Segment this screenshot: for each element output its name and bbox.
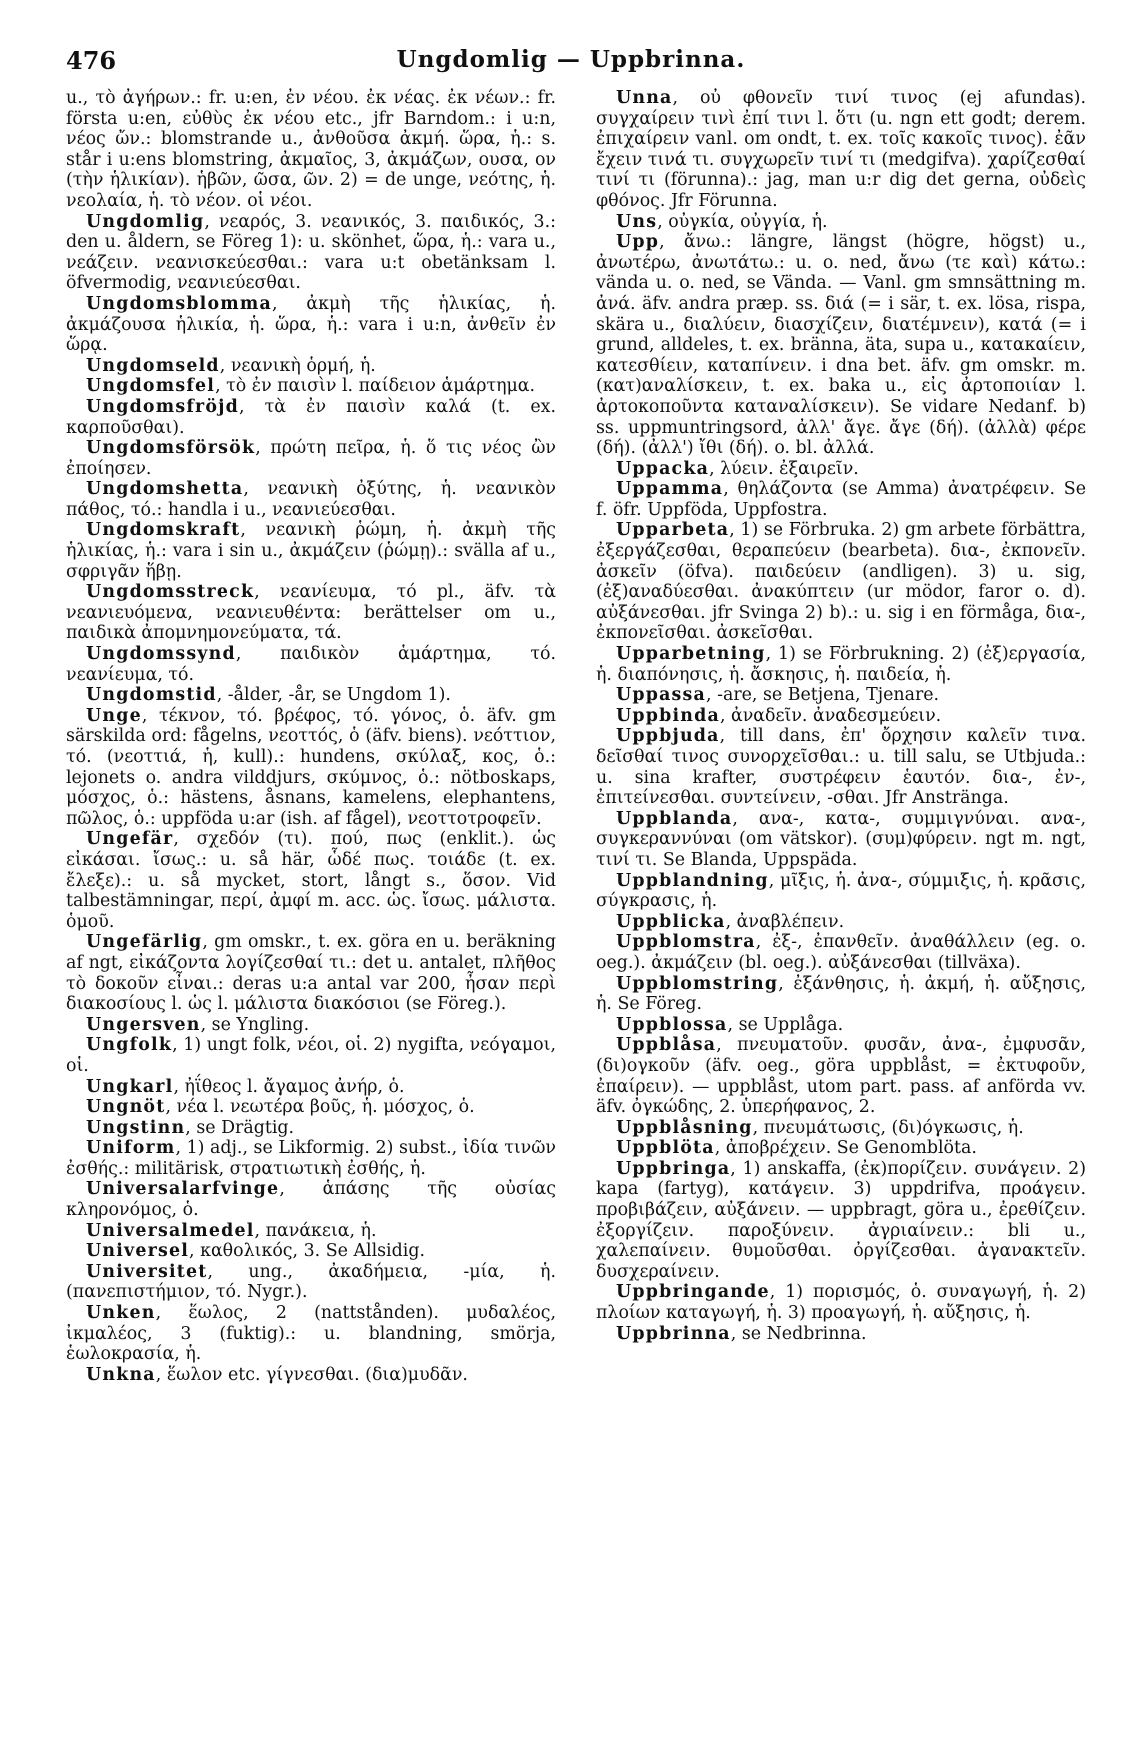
entry-headword: Ungnöt — [86, 1097, 166, 1118]
entry-headword: Ungdomlig — [86, 211, 205, 232]
dictionary-entry — [596, 912, 1086, 933]
dictionary-entry — [596, 459, 1086, 480]
entry-definition: , πνευμάτωσις, (δι)όγκωσις, ἡ. — [752, 1117, 1024, 1138]
entry-definition: , θηλάζοντα (se Amma) ἀνατρέφειν. Se f. öfr. Uppföda, Uppfostra. — [596, 479, 1086, 520]
entry-headword: Universalmedel — [86, 1220, 255, 1241]
dictionary-entry — [596, 644, 1086, 685]
entry-headword: Ungdomseld — [86, 355, 220, 376]
entry-definition: , νεανικὴ ὁρμή, ἡ. — [219, 355, 376, 376]
entry-headword: Upparbetning — [616, 644, 766, 665]
dictionary-entry — [596, 685, 1086, 706]
entry-definition: , till dans, ἐπ' ὄρχησιν καλεῖν τινα. δεῖσθαί τινος συνορχεῖσθαι.: u. till salu, se Utbjuda.: u. sina krafter, συστρέφειν ἑαυτόν. δια-, ἐν-, ἐπιτείνεσθαι. συντείνειν, -σθαι. Jfr Anstränga. — [596, 726, 1086, 809]
dictionary-entry — [596, 809, 1086, 871]
dictionary-entry — [66, 1241, 556, 1262]
entry-definition: , νεανίευμα, τό pl., äfv. τὰ νεανιευόμενα, νεανιευθέντα: berättelser om u., παιδικὰ ἀπομνημονεύματα, τά. — [66, 582, 556, 644]
entry-headword: Uppbrinna — [616, 1323, 731, 1344]
dictionary-entry — [596, 1159, 1086, 1283]
dictionary-entry — [596, 726, 1086, 808]
entry-headword: Ungfolk — [86, 1035, 173, 1056]
entry-definition: , πανάκεια, ἡ. — [254, 1220, 377, 1241]
dictionary-entry — [596, 974, 1086, 1015]
entry-definition: , ἠΐθεος l. ἄγαμος ἀνήρ, ὁ. — [173, 1076, 405, 1097]
entry-headword: Uppblossa — [616, 1014, 728, 1035]
dictionary-entry — [596, 706, 1086, 727]
entry-headword: Uppbjuda — [616, 726, 720, 747]
entry-definition: , τέκνον, τό. βρέφος, τό. γόνος, ὁ. äfv. gm särskilda ord: fågelns, νεοττός, ὁ (äfv. biens). νεόττιον, τό. (νεοττιά, ἡ, kull).: hundens, σκύλαξ, κος, ὁ.: lejonets o. andra vilddjurs, σκύμνος, ὁ.: nötboskaps, μόσχος, ὁ.: hästens, åsnans, kamelens, elephantens, πῶλος, ὁ.: uppföda u:ar (ish. af fågel), νεοττοτροφεῖν. — [66, 705, 556, 829]
entry-headword: Uppamma — [616, 479, 724, 500]
entry-definition: , πνευματοῦν. φυσᾶν, ἀνα-, ἐμφυσᾶν, (δι)ογκοῦν (äfv. oeg., göra uppblåst, = ἐκτυφοῦν, ἐπαίρειν). — uppblåst, utom part. pass. af anförda vv. äfv. ὀγκώδης, 2. ὑπερήφανος, 2. — [596, 1035, 1086, 1118]
dictionary-entry — [66, 1365, 556, 1386]
entry-headword: Universitet — [86, 1261, 208, 1282]
entry-definition: , παιδικὸν ἁμάρτημα, τό. νεανίευμα, τό. — [66, 644, 556, 685]
entry-definition: , ung., ἀκαδήμεια, -μία, ἡ. (πανεπιστήμιον, τό. Nygr.). — [66, 1261, 556, 1303]
entry-definition: , ἕωλος, 2 (nattstånden). μυδαλέος, ἰκμαλέος, 3 (fuktig).: u. blandning, smörja, ἑωλοκρασία, ἡ. — [66, 1303, 556, 1365]
entry-definition: , 1) anskaffa, (ἐκ)πορίζειν. συνάγειν. 2) kapa (fartyg), κατάγειν. 3) uppdrifva, προάγειν. προβιβάζειν, αὐξάνειν. — uppbragt, göra u., ἐρεθίζειν. ἐξοργίζειν. παροξύνειν. ἀγριαίνειν.: bli u., χαλεπαίνειν. θυμοῦσθαι. ὀργίζεσθαι. ἀγανακτεῖν. δυσχεραίνειν. — [596, 1158, 1086, 1282]
dictionary-entry — [66, 685, 556, 706]
dictionary-entry — [66, 1015, 556, 1036]
entry-definition: u., τὸ ἀγήρων.: fr. u:en, ἐν νέου. ἐκ νέας. ἐκ νέων.: fr. första u:en, εὐθὺς ἐκ νέου etc., jfr Barndom.: i u:n, νέος ὤν.: blomstrande u., ἀνθοῦσα ἀκμή. ὥρα, ἡ.: s. står i u:ens blomstring, ἀκμαῖος, 3, ἀκμάζων, ουσα, ον (τὴν ἡλικίαν). ἡβῶν, ῶσα, ῶν. 2) = de unge, νεότης, ἡ. νεολαία, ἡ. τὸ νέον. οἱ νέοι. — [66, 88, 556, 211]
entry-headword: Ungefärlig — [86, 932, 203, 953]
entry-headword: Uppblandning — [616, 870, 769, 891]
dictionary-entry — [66, 88, 556, 212]
entry-definition: , ἄνω.: längre, längst (högre, högst) u., ἀνωτέρω, ἀνωτάτω.: u. o. ned, ἄνω (τε καὶ) κάτω.: vända u. o. ned, se Vända. — Vanl. gm smnsättning m. ἀνά. äfv. andra præp. ss. διά (= i sär, t. ex. lösa, rispa, skära u., διαλύειν, διασχίζειν, διατέμνειν), κατά (= i grund, alldeles, t. ex. bränna, äta, supa u., κατακαίειν, κατεσθίειν, καταπίνειν. i dna bet. äfv. gm omskr. m. (κατ)αναλίσκειν, t. ex. baka u., εἰς ἀρτοποιίαν l. ἀρτοκοποῦντα καταναλίσκειν). Se vidare Nedanf. b) ss. uppmuntringsord, ἀλλ' ἄγε. ἄγε (δή). (ἀλλὰ) φέρε (δή). (ἀλλ') ἴθι (δή). o. bl. ἀλλά. — [596, 232, 1086, 459]
entry-definition: , τὸ ἐν παισὶν l. παίδειον ἁμάρτημα. — [215, 376, 536, 397]
entry-definition: , ἐξ-, ἐπανθεῖν. ἀναθάλλειν (eg. o. oeg.). ἀκμάζειν (bl. oeg.). αὐξάνεσθαι (tillväxa). — [596, 932, 1086, 973]
dictionary-entry — [596, 232, 1086, 459]
page-header — [66, 46, 1076, 80]
entry-headword: Ungdomsfröjd — [86, 396, 240, 417]
dictionary-entry — [596, 1282, 1086, 1323]
entry-headword: Uppbinda — [616, 705, 720, 726]
entry-headword: Ungefär — [86, 829, 174, 850]
dictionary-entry — [66, 356, 556, 377]
entry-definition: , 1) adj., se Likformig. 2) subst., ἰδία τινῶν ἐσθής.: militärisk, στρατιωτικὴ ἐσθής, ἡ. — [66, 1138, 556, 1179]
dictionary-entry — [66, 706, 556, 830]
entry-definition: , se Upplåga. — [727, 1014, 844, 1035]
entry-headword: Upp — [616, 232, 660, 253]
entry-headword: Unkna — [86, 1364, 156, 1385]
entry-definition: , se Nedbrinna. — [730, 1323, 867, 1344]
dictionary-entry — [66, 397, 556, 438]
dictionary-entry — [66, 1221, 556, 1242]
entry-definition: , νεαρός, 3. νεανικός, 3. παιδικός, 3.: den u. åldern, se Föreg 1): u. skönhet, ὥρα, ἡ.: vara u., νεάζειν. νεανισκεύεσθαι.: vara u:t obetänksam l. öfvermodig, νεανιεύεσθαι. — [66, 211, 556, 294]
entry-headword: Upparbeta — [616, 520, 730, 541]
dictionary-entry — [66, 520, 556, 582]
dictionary-entry — [66, 1077, 556, 1098]
entry-definition: , 1) se Förbrukning. 2) (ἐξ)εργασία, ἡ. διαπόνησις, ἡ. ἄσκησις, ἡ. παιδεία, ἡ. — [596, 644, 1086, 685]
entry-definition: , ἀναβλέπειν. — [725, 911, 845, 932]
entry-definition: , πρώτη πεῖρα, ἡ. ὅ τις νέος ὢν ἐποίησεν. — [66, 438, 556, 479]
dictionary-entry — [66, 1097, 556, 1118]
entry-definition: , ἀποβρέχειν. Se Genomblöta. — [714, 1138, 977, 1159]
entry-headword: Ungdomsförsök — [86, 438, 256, 459]
entry-headword: Uppbringa — [616, 1158, 731, 1179]
dictionary-entry — [66, 582, 556, 644]
entry-definition: , -are, se Betjena, Tjenare. — [706, 685, 940, 706]
entry-definition: , μῖξις, ἡ. ἀνα-, σύμμιξις, ἡ. κρᾶσις, σύγκρασις, ἡ. — [596, 870, 1086, 912]
entry-headword: Ungdomsfel — [86, 376, 216, 397]
entry-definition: , ἐξάνθησις, ἡ. ἀκμή, ἡ. αὔξησις, ἡ. Se Föreg. — [596, 973, 1086, 1015]
page-number: 476 — [66, 46, 117, 75]
entry-headword: Ungersven — [86, 1014, 201, 1035]
entry-headword: Uniform — [86, 1138, 176, 1159]
dictionary-entry — [596, 1035, 1086, 1117]
entry-headword: Uppbringande — [616, 1282, 770, 1303]
dictionary-entry — [66, 829, 556, 932]
dictionary-entry — [596, 1324, 1086, 1345]
dictionary-entry — [596, 1015, 1086, 1036]
entry-headword: Uppblicka — [616, 911, 726, 932]
dictionary-entry — [66, 932, 556, 1014]
entry-definition: , ἀκμὴ τῆς ἡλικίας, ἡ. ἀκμάζουσα ἡλικία, ἡ. ὥρα, ἡ.: vara i u:n, ἀνθεῖν ἐν ὥρᾳ. — [66, 293, 556, 356]
dictionary-entry — [66, 1179, 556, 1220]
entry-definition: , καθολικός, 3. Se Allsidig. — [189, 1241, 425, 1262]
dictionary-entry — [596, 871, 1086, 912]
entry-definition: , -ålder, -år, se Ungdom 1). — [216, 685, 451, 706]
entry-headword: Uppacka — [616, 458, 710, 479]
dictionary-entry — [66, 644, 556, 685]
entry-headword: Ungdomstid — [86, 685, 217, 706]
entry-definition: , se Yngling. — [200, 1014, 310, 1035]
entry-headword: Ungdomssynd — [86, 644, 236, 665]
entry-definition: , οὐγκία, οὐγγία, ἡ. — [657, 211, 828, 232]
entry-headword: Uppblåsning — [616, 1117, 753, 1138]
entry-headword: Uppassa — [616, 685, 707, 706]
dictionary-entry — [66, 479, 556, 520]
entry-definition: , ανα-, κατα-, συμμιγνύναι. ανα-, συγκεραννύναι (om vätskor). (συμ)φύρειν. ngt m. ngt, τινί τι. Se Blanda, Uppspäda. — [596, 808, 1086, 870]
dictionary-entry — [66, 438, 556, 479]
entry-headword: Ungdomsstreck — [86, 582, 255, 603]
dictionary-entry — [596, 479, 1086, 520]
entry-headword: Uppblåsa — [616, 1035, 717, 1056]
entry-headword: Unge — [86, 705, 142, 726]
dictionary-entry — [596, 1138, 1086, 1159]
entry-definition: , 1) se Förbruka. 2) gm arbete förbättra, ἐξεργάζεσθαι, θεραπεύειν (bearbeta). δια-, ἐκπονεῖν. ἀσκεῖν (öfva). παιδεύειν (andligen). 3) u. sig, (ἐξ)αναδύεσθαι. ἀνακύπτειν (ur mödor, faror o. d). αὐξάνεσθαι. jfr Svinga 2) b).: u. sig i en förmåga, δια-, ἐκπονεῖσθαι. ἀσκεῖσθαι. — [596, 520, 1086, 644]
entry-definition: , λύειν. ἐξαιρεῖν. — [709, 458, 859, 479]
entry-definition: , νεανικὴ ῥώμη, ἡ. ἀκμὴ τῆς ἡλικίας, ἡ.: vara i sin u., ἀκμάζειν (ῥώμῃ).: svälla af u., σφριγᾶν ἥβῃ. — [66, 520, 556, 582]
entry-definition: , σχεδόν (τι). πού, πως (enklit.). ὡς εἰκάσαι. ἴσως.: u. så här, ὧδέ πως. τοιάδε (t. ex. ἔλεξε).: u. så mycket, stort, långt s., ὅσον. Vid talbestämningar, περί, ἀμφί m. acc. ὡς. ἴσως. μάλιστα. ὁμοῦ. — [66, 829, 556, 932]
entry-definition: , 1) ungt folk, νέοι, οἱ. 2) nygifta, νεόγαμοι, οἱ. — [66, 1035, 556, 1076]
entry-headword: Uppblomstra — [616, 932, 756, 953]
dictionary-entry — [66, 212, 556, 294]
entry-definition: , τὰ ἐν παισὶν καλά (t. ex. καρποῦσθαι). — [66, 396, 556, 438]
entry-headword: Universel — [86, 1241, 190, 1262]
dictionary-entry — [596, 932, 1086, 973]
dictionary-entry — [66, 294, 556, 356]
dictionary-entry — [596, 520, 1086, 644]
entry-definition: , ἕωλον etc. γίγνεσθαι. (δια)μυδᾶν. — [155, 1364, 468, 1385]
dictionary-entry — [66, 376, 556, 397]
entry-headword: Ungdomsblomma — [86, 293, 272, 314]
entry-definition: , 1) πορισμός, ὁ. συναγωγή, ἡ. 2) πλοίων καταγωγή, ἡ. 3) προαγωγή, ἡ. αὔξησις, ἡ. — [596, 1282, 1086, 1324]
entry-headword: Ungkarl — [86, 1076, 174, 1097]
dictionary-entry — [596, 212, 1086, 233]
entry-headword: Uppblomstring — [616, 973, 779, 994]
entry-headword: Uppblöta — [616, 1138, 715, 1159]
left-column — [66, 88, 556, 1385]
entry-definition: , ἁπάσης τῆς οὐσίας κληρονόμος, ὁ. — [66, 1179, 556, 1221]
dictionary-entry — [66, 1138, 556, 1179]
dictionary-entry — [596, 1118, 1086, 1139]
dictionary-entry — [596, 88, 1086, 212]
entry-headword: Unna — [616, 88, 673, 108]
entry-definition: , νέα l. νεωτέρα βοῦς, ἡ. μόσχος, ὁ. — [165, 1097, 475, 1118]
entry-definition: , se Drägtig. — [185, 1117, 295, 1138]
entry-headword: Ungdomskraft — [86, 520, 241, 541]
right-column — [596, 88, 1086, 1344]
dictionary-entry — [66, 1035, 556, 1076]
entry-definition: , νεανικὴ ὀξύτης, ἡ. νεανικὸν πάθος, τό.: handla i u., νεανιεύεσθαι. — [66, 479, 556, 520]
dictionary-entry — [66, 1303, 556, 1365]
entry-definition: , ἀναδεῖν. ἀναδεσμεύειν. — [719, 705, 942, 726]
entry-definition: , οὐ φθονεῖν τινί τινος (ej afundas). συγχαίρειν τινὶ ἐπί τινι l. ὅτι (u. ngn ett godt; derem. ἐπιχαίρειν vanl. om ondt, t. ex. τοῖς κακοῖς τινος). ἐᾶν ἔχειν τινά τι. συγχωρεῖν τινί τι (medgifva). χαρίζεσθαί τινί τι (förunna).: jag, man u:r dig det gerna, οὐδεὶς φθόνος. Jfr Förunna. — [596, 88, 1086, 211]
entry-headword: Ungdomshetta — [86, 479, 244, 500]
entry-headword: Uppblanda — [616, 808, 733, 829]
entry-definition: , gm omskr., t. ex. göra en u. beräkning af ngt, εἰκάζοντα λογίζεσθαί τι.: det u. antalet, πλῆθος τὸ δοκοῦν εἶναι.: deras u:a antal var 200, ἦσαν περὶ διακοσίους l. ὡς l. μάλιστα διακόσιοι (se Föreg.). — [66, 932, 556, 1015]
dictionary-entry — [66, 1118, 556, 1139]
entry-headword: Ungstinn — [86, 1117, 186, 1138]
entry-headword: Universalarfvinge — [86, 1179, 280, 1200]
dictionary-entry — [66, 1262, 556, 1303]
running-head: Ungdomlig — Uppbrinna. — [396, 46, 746, 73]
entry-headword: Unken — [86, 1303, 156, 1324]
entry-headword: Uns — [616, 211, 658, 232]
